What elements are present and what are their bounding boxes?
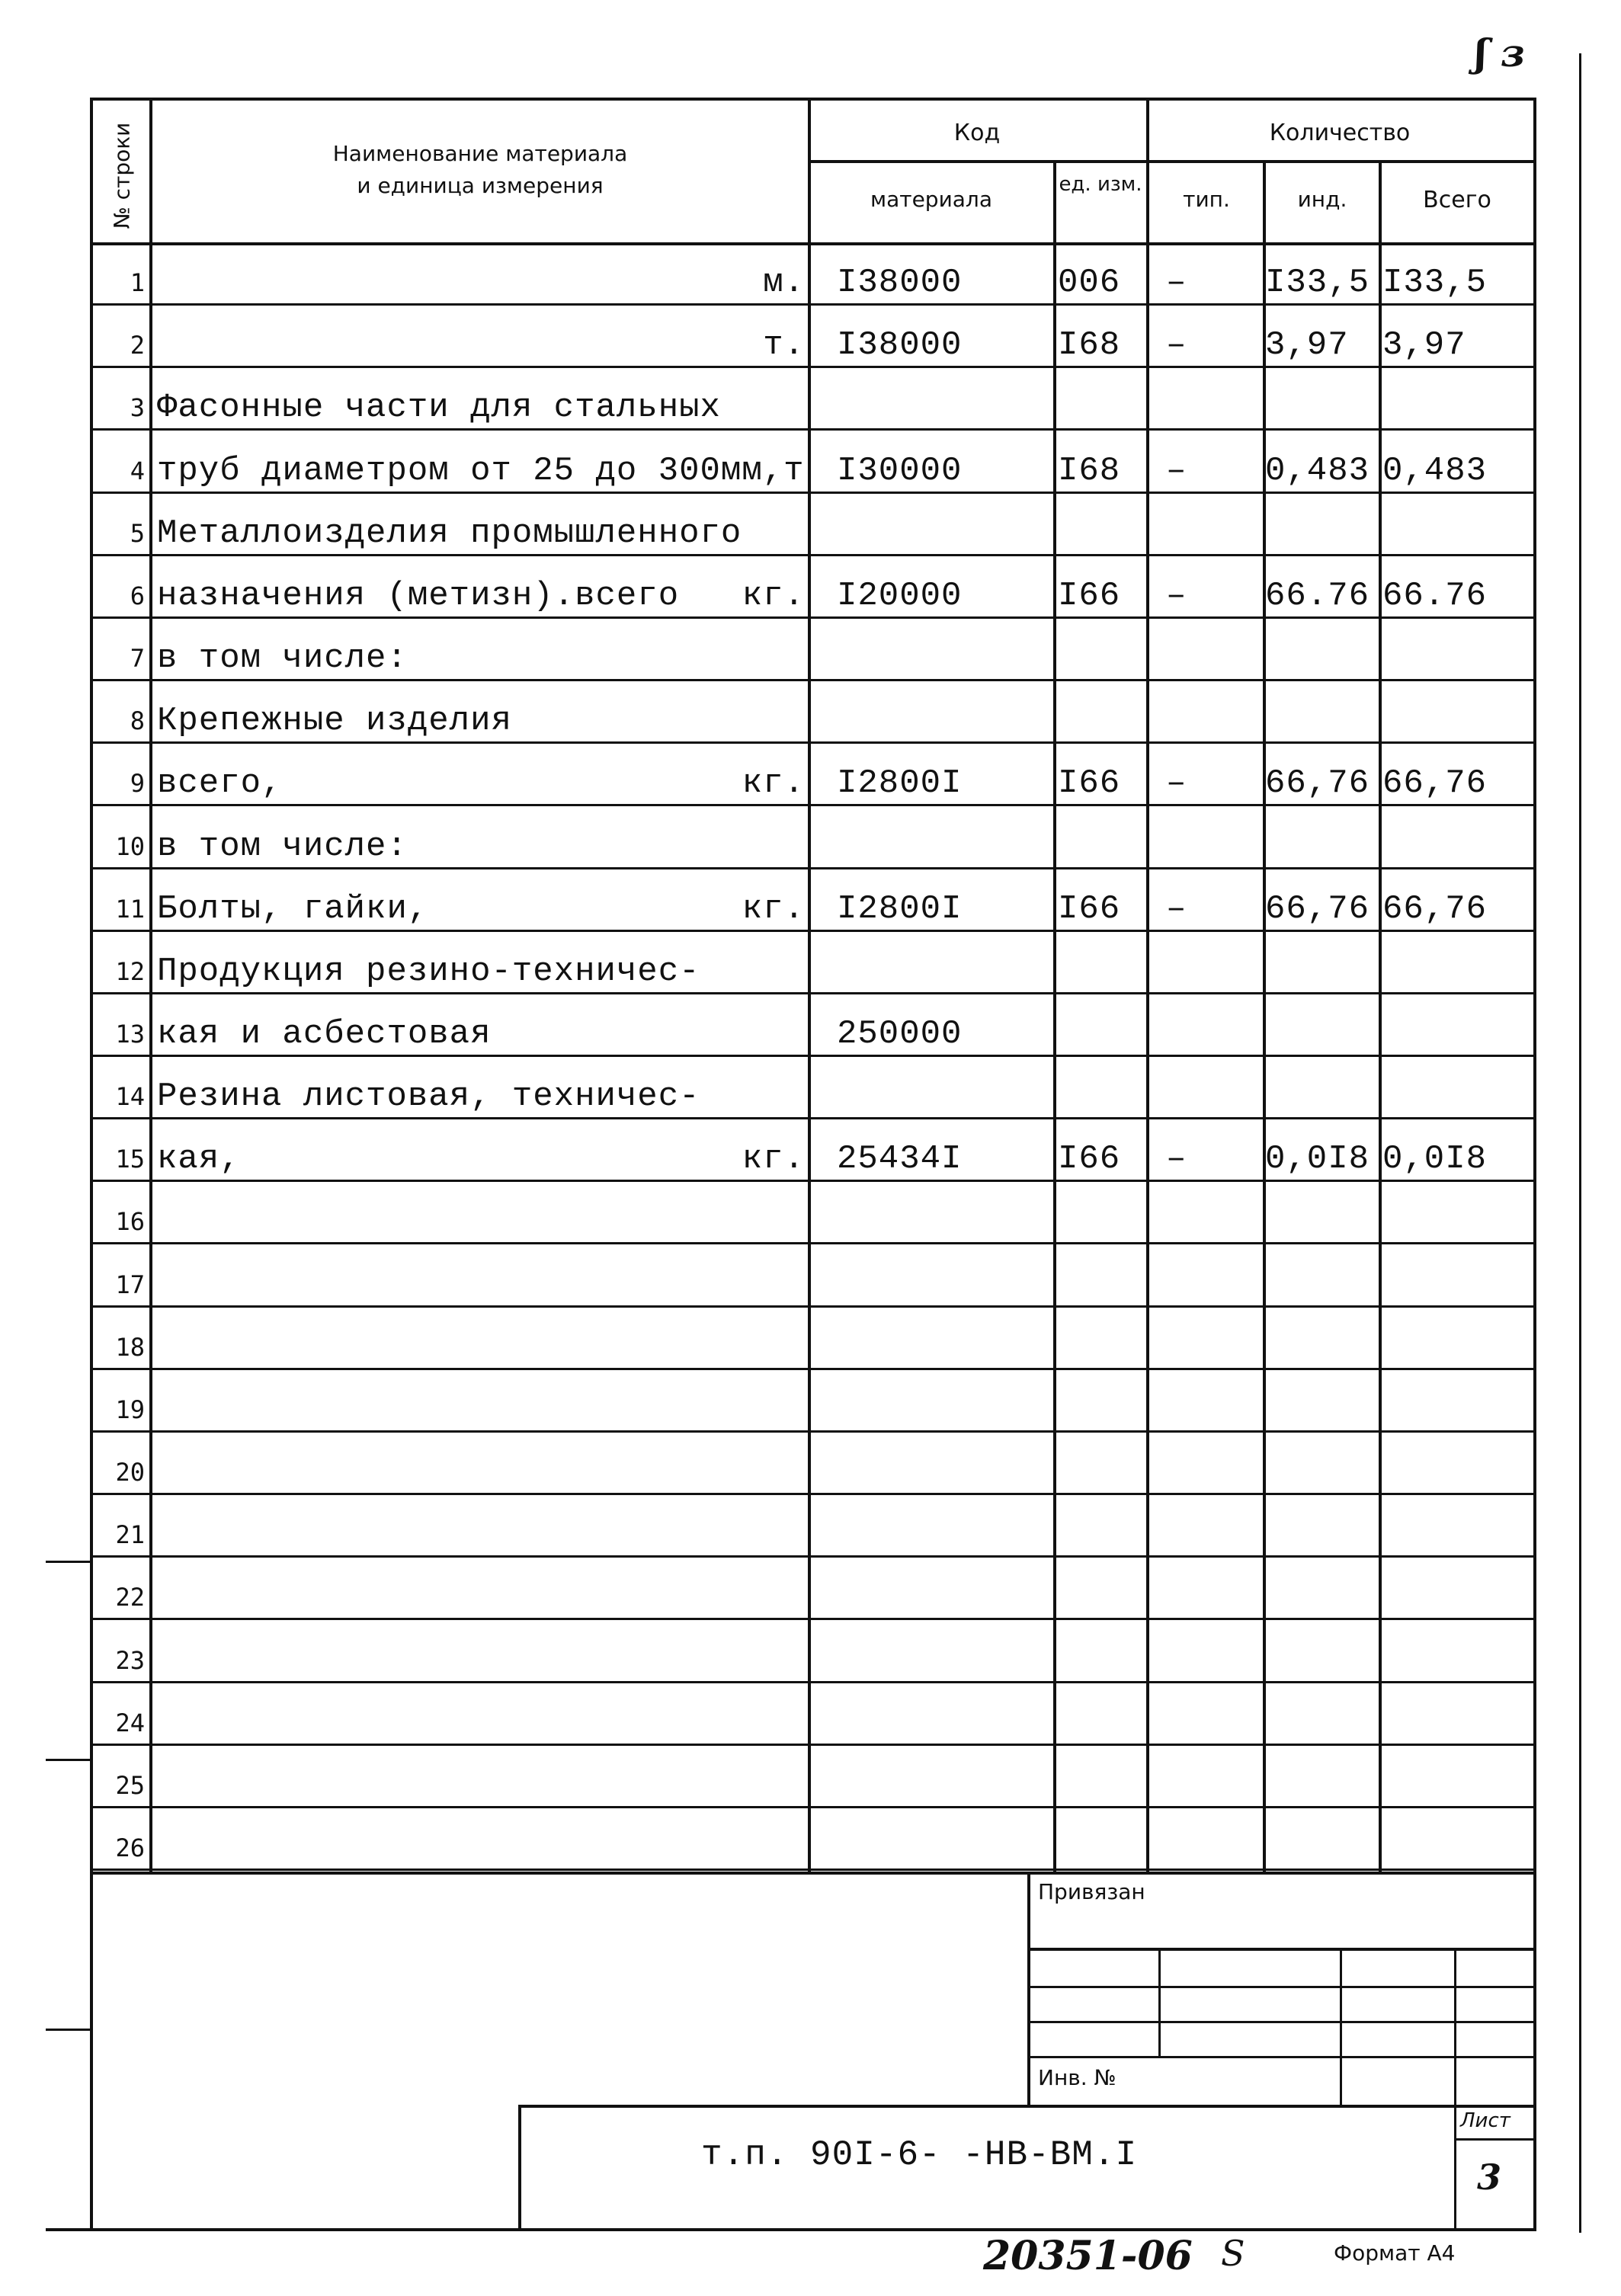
stamp-line-1 xyxy=(1027,1948,1535,1951)
row-number: 2 xyxy=(130,331,145,360)
row-name: Резина листовая, техничес- xyxy=(157,1078,700,1116)
code-group-header: Код xyxy=(953,120,1001,146)
row-number: 15 xyxy=(115,1145,145,1174)
row-total: 66,76 xyxy=(1382,889,1488,928)
row-typ: – xyxy=(1166,764,1187,803)
row-divider xyxy=(90,992,1536,994)
qty-typ-header: тип. xyxy=(1183,187,1230,212)
row-ed: I66 xyxy=(1058,576,1121,615)
archive-number: 20351-06 xyxy=(983,2233,1193,2279)
table-row xyxy=(0,620,1621,682)
table-row xyxy=(0,244,1621,306)
stamp-line-4 xyxy=(1027,2056,1535,2058)
row-code: I20000 xyxy=(837,576,963,615)
row-code: 250000 xyxy=(837,1014,963,1053)
row-divider xyxy=(90,1430,1536,1433)
row-name: всего, xyxy=(157,764,283,803)
row-number: 11 xyxy=(115,894,145,924)
table-row xyxy=(0,1308,1621,1371)
row-number: 17 xyxy=(115,1270,145,1299)
row-ind: 3,97 xyxy=(1265,326,1349,365)
header-divider xyxy=(809,160,1535,163)
row-divider xyxy=(90,1305,1536,1308)
row-typ: – xyxy=(1166,326,1187,365)
row-ed: I66 xyxy=(1058,764,1121,803)
row-divider xyxy=(90,1869,1536,1871)
row-code: I30000 xyxy=(837,451,963,490)
table-row xyxy=(0,682,1621,745)
archive-suffix: S xyxy=(1221,2233,1245,2274)
stamp-col-1 xyxy=(1158,1948,1161,2056)
name-header-line2: и единица измерения xyxy=(357,173,604,198)
row-ind: 66.76 xyxy=(1265,576,1370,615)
row-typ: – xyxy=(1166,576,1187,615)
table-row xyxy=(0,306,1621,369)
table-row xyxy=(0,369,1621,431)
stamp-privyazan-left xyxy=(1027,1872,1030,2108)
row-number: 1 xyxy=(130,268,145,298)
row-name: Фасонные части для стальных xyxy=(157,389,721,427)
row-total: 66.76 xyxy=(1382,576,1488,615)
row-ind: I33,5 xyxy=(1265,264,1370,303)
code-material-header: материала xyxy=(870,187,992,212)
row-divider xyxy=(90,1555,1536,1558)
inv-no-label: Инв. № xyxy=(1038,2065,1116,2090)
row-unit: кг. xyxy=(742,576,805,615)
row-ind: 0,0I8 xyxy=(1265,1140,1370,1179)
row-number: 12 xyxy=(115,956,145,986)
row-number: 13 xyxy=(115,1019,145,1049)
row-number: 4 xyxy=(130,456,145,485)
corner-mark: ʃ з xyxy=(1475,30,1525,75)
row-ed: 006 xyxy=(1058,264,1121,303)
row-number: 18 xyxy=(115,1332,145,1362)
table-row xyxy=(0,1245,1621,1308)
row-number: 26 xyxy=(115,1833,145,1862)
format-label: Формат А4 xyxy=(1334,2240,1456,2266)
table-row xyxy=(0,870,1621,933)
row-number: 20 xyxy=(115,1458,145,1487)
row-number: 21 xyxy=(115,1520,145,1550)
margin-tick-2 xyxy=(46,1759,91,1761)
table-row xyxy=(0,1183,1621,1245)
row-number: 25 xyxy=(115,1770,145,1800)
table-row xyxy=(0,933,1621,995)
stamp-left-border xyxy=(90,1872,93,2230)
row-code: I2800I xyxy=(837,889,963,928)
row-code: 25434I xyxy=(837,1140,963,1179)
row-number: 10 xyxy=(115,831,145,861)
row-total: 66,76 xyxy=(1382,764,1488,803)
row-total: 0,483 xyxy=(1382,451,1488,490)
table-row xyxy=(0,1747,1621,1809)
table-row xyxy=(0,1433,1621,1496)
row-name: Металлоизделия промышленного xyxy=(157,514,742,552)
stamp-right-border xyxy=(1533,1872,1536,2230)
table-row xyxy=(0,431,1621,494)
row-number: 14 xyxy=(115,1082,145,1112)
row-number: 24 xyxy=(115,1708,145,1737)
row-divider xyxy=(90,1368,1536,1370)
row-divider xyxy=(90,1117,1536,1119)
row-number: 6 xyxy=(130,581,145,610)
row-typ: – xyxy=(1166,451,1187,490)
table-row xyxy=(0,1058,1621,1120)
sheet-divider xyxy=(1454,2138,1535,2141)
row-number: 19 xyxy=(115,1395,145,1424)
quantity-group-header: Количество xyxy=(1269,120,1411,146)
row-code: I2800I xyxy=(837,764,963,803)
row-number: 7 xyxy=(130,644,145,674)
row-divider xyxy=(90,428,1536,431)
row-divider xyxy=(90,303,1536,306)
row-name: назначения (метизн).всего xyxy=(157,576,680,615)
row-ind: 0,483 xyxy=(1265,451,1370,490)
sheet-number: 3 xyxy=(1477,2157,1502,2198)
row-divider xyxy=(90,1493,1536,1495)
table-row xyxy=(0,557,1621,620)
table-row xyxy=(0,1496,1621,1558)
row-name: кая, xyxy=(157,1140,241,1179)
row-name: Болты, гайки, xyxy=(157,889,429,928)
row-number: 23 xyxy=(115,1645,145,1675)
stamp-bottom-border xyxy=(46,2228,1536,2231)
row-number-label: № строки xyxy=(109,122,135,229)
row-ind: 66,76 xyxy=(1265,764,1370,803)
row-unit: кг. xyxy=(742,889,805,928)
row-number: 22 xyxy=(115,1583,145,1612)
table-top-border xyxy=(90,98,1536,101)
table-row xyxy=(0,807,1621,869)
row-divider xyxy=(90,366,1536,368)
row-name: труб диаметром от 25 до 300мм,т xyxy=(157,451,805,490)
row-name: кая и асбестовая xyxy=(157,1014,492,1053)
row-unit: м. xyxy=(763,264,805,303)
name-header-line1: Наименование материала xyxy=(332,141,628,166)
row-divider xyxy=(90,679,1536,681)
row-typ: – xyxy=(1166,889,1187,928)
table-row xyxy=(0,1120,1621,1183)
row-divider xyxy=(90,804,1536,806)
row-total: 0,0I8 xyxy=(1382,1140,1488,1179)
row-typ: – xyxy=(1166,1140,1187,1179)
row-ed: I66 xyxy=(1058,889,1121,928)
row-name: в том числе: xyxy=(157,827,408,866)
qty-ind-header: инд. xyxy=(1297,187,1347,212)
row-ed: I68 xyxy=(1058,451,1121,490)
stamp-main-top xyxy=(518,2105,1535,2108)
margin-tick-1 xyxy=(46,1561,91,1563)
row-unit: т. xyxy=(763,326,805,365)
row-unit: кг. xyxy=(742,1140,805,1179)
row-total: I33,5 xyxy=(1382,264,1488,303)
stamp-line-2 xyxy=(1027,1986,1535,1988)
document-code: т.п. 90I-6- -НВ-ВМ.I xyxy=(701,2135,1138,2175)
stamp-col-2 xyxy=(1340,1948,1342,2108)
row-name: Крепежные изделия xyxy=(157,702,512,741)
sheet-label: Лист xyxy=(1460,2109,1510,2132)
row-ed: I66 xyxy=(1058,1140,1121,1179)
table-bottom-border xyxy=(90,1872,1536,1875)
table-row xyxy=(0,1809,1621,1872)
table-row xyxy=(0,495,1621,557)
row-divider xyxy=(90,1180,1536,1182)
row-code: I38000 xyxy=(837,326,963,365)
row-divider xyxy=(90,930,1536,932)
row-number: 16 xyxy=(115,1207,145,1237)
table-row xyxy=(0,745,1621,807)
privyazan-label: Привязан xyxy=(1038,1879,1145,1904)
row-number: 5 xyxy=(130,518,145,548)
code-unit-header: ед. изм. xyxy=(1059,173,1142,196)
row-divider xyxy=(90,867,1536,869)
row-unit: кг. xyxy=(742,764,805,803)
table-row xyxy=(0,1621,1621,1683)
margin-tick-3 xyxy=(46,2029,91,2031)
stamp-col-3 xyxy=(1454,1948,1456,2230)
table-row xyxy=(0,1558,1621,1621)
table-row xyxy=(0,1684,1621,1747)
qty-total-header: Всего xyxy=(1423,187,1491,213)
stamp-main-left xyxy=(518,2105,521,2230)
row-divider xyxy=(90,492,1536,494)
row-code: I38000 xyxy=(837,264,963,303)
row-total: 3,97 xyxy=(1382,326,1466,365)
stamp-line-3 xyxy=(1027,2021,1535,2023)
row-name: Продукция резино-техничес- xyxy=(157,952,700,991)
table-row xyxy=(0,995,1621,1058)
row-divider xyxy=(90,616,1536,619)
row-divider xyxy=(90,741,1536,744)
row-divider xyxy=(90,554,1536,556)
row-ind: 66,76 xyxy=(1265,889,1370,928)
row-divider xyxy=(90,1681,1536,1683)
row-divider xyxy=(90,1806,1536,1808)
row-number: 9 xyxy=(130,769,145,799)
row-divider xyxy=(90,1242,1536,1244)
row-number: 8 xyxy=(130,706,145,736)
row-divider xyxy=(90,1618,1536,1620)
row-divider xyxy=(90,1744,1536,1746)
table-row xyxy=(0,1371,1621,1433)
row-divider xyxy=(90,1055,1536,1057)
row-number: 3 xyxy=(130,393,145,423)
row-name: в том числе: xyxy=(157,639,408,678)
row-ed: I68 xyxy=(1058,326,1121,365)
row-typ: – xyxy=(1166,264,1187,303)
